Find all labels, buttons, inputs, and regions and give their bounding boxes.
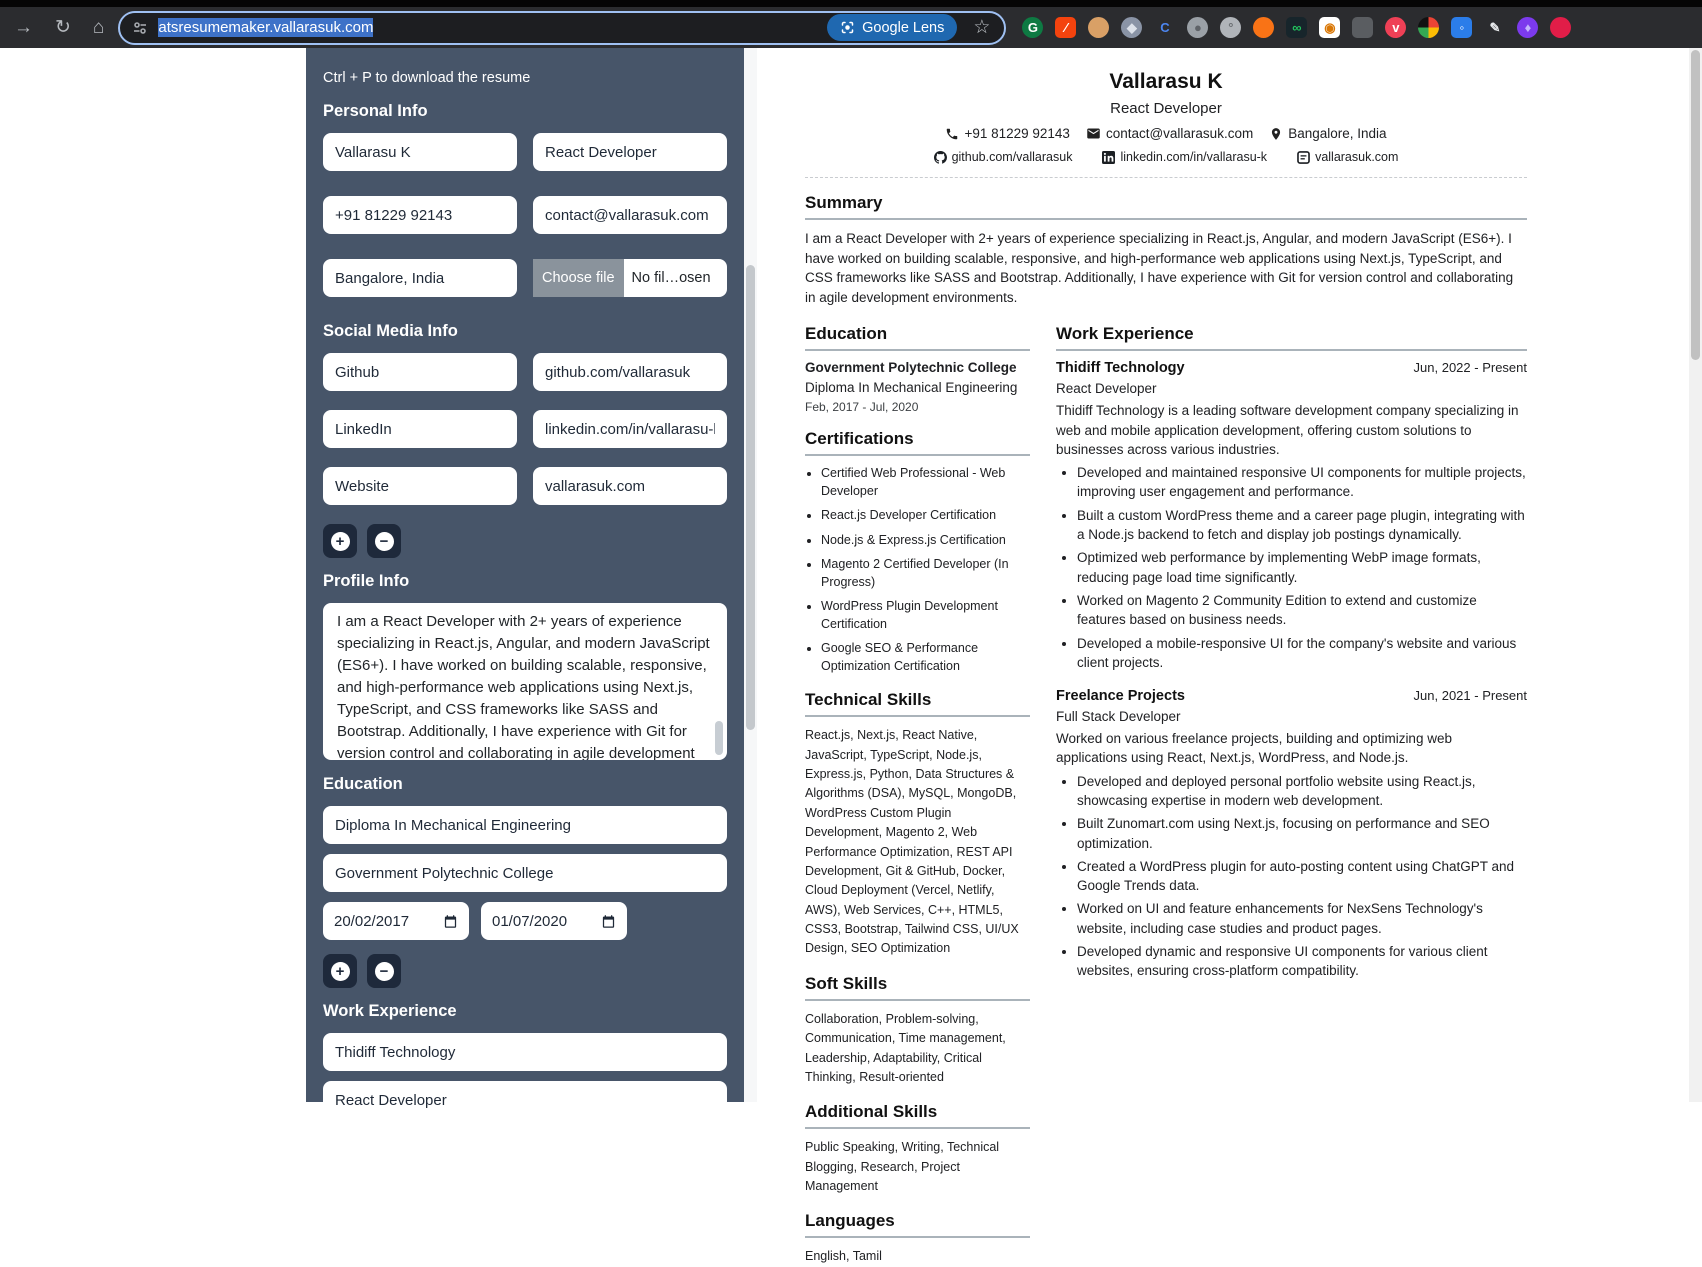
calendar-icon[interactable] bbox=[443, 914, 458, 929]
resume-right-column bbox=[1056, 309, 1527, 1267]
education-heading: Education bbox=[323, 775, 403, 793]
phone-input[interactable] bbox=[323, 196, 517, 234]
work-description: Worked on various freelance projects, building and optimizing web applications using React, Next.js, WordPress, and Node.js. bbox=[1056, 731, 1452, 766]
extension-icon[interactable] bbox=[1550, 17, 1571, 38]
work-bullet: • Created a WordPress plugin for auto-posting content using ChatGPT and Google Trends data. bbox=[1077, 857, 1527, 896]
work-dates: Jun, 2022 - Present bbox=[1413, 360, 1527, 376]
work-description: Thidiff Technology is a leading software development company specializing in web and mobile application development, offering custom solutions to businesses across various industries. bbox=[1056, 403, 1519, 457]
work-role: Full Stack Developer bbox=[1056, 709, 1181, 725]
extension-icon[interactable]: ∕ bbox=[1055, 17, 1076, 38]
choose-file-button[interactable]: Choose file bbox=[533, 259, 624, 297]
remove-social-button[interactable] bbox=[367, 524, 401, 558]
window-scrollbar[interactable] bbox=[1689, 48, 1702, 1102]
certification-item: • Google SEO & Performance Optimization Certification bbox=[821, 640, 1030, 675]
form-scrollbar-thumb[interactable] bbox=[746, 265, 755, 730]
additional-skills-heading: Additional Skills bbox=[805, 1102, 1030, 1129]
work-bullet: • Developed a mobile-responsive UI for the company's website and various client projects. bbox=[1077, 634, 1527, 673]
extension-icon[interactable]: ∞ bbox=[1286, 17, 1307, 38]
resume-left-column bbox=[805, 309, 1030, 1267]
education-start-date-input[interactable] bbox=[323, 902, 469, 940]
plus-icon: + bbox=[331, 532, 350, 551]
bookmark-star-icon[interactable]: ☆ bbox=[973, 17, 991, 38]
extension-icon[interactable]: ● bbox=[1187, 17, 1208, 38]
url-bar[interactable] bbox=[118, 11, 1006, 45]
textarea-scrollbar-thumb[interactable] bbox=[715, 721, 723, 755]
social-url-input[interactable] bbox=[533, 467, 727, 505]
social-row bbox=[323, 410, 727, 448]
personal-info-heading: Personal Info bbox=[323, 102, 428, 120]
work-bullet: • Optimized web performance by implementing WebP image formats, reducing page load time significantly. bbox=[1077, 548, 1527, 587]
languages-text: English, Tamil bbox=[805, 1249, 882, 1264]
certification-item: • Node.js & Express.js Certification bbox=[821, 532, 1030, 550]
phone-item bbox=[945, 126, 1069, 141]
work-entry bbox=[1056, 688, 1527, 981]
location-pin-icon bbox=[1269, 127, 1283, 141]
education-school: Government Polytechnic College bbox=[805, 360, 1017, 376]
add-social-button[interactable] bbox=[323, 524, 357, 558]
github-link[interactable] bbox=[934, 150, 1073, 164]
certification-item: • React.js Developer Certification bbox=[821, 507, 1030, 525]
work-company: Freelance Projects bbox=[1056, 688, 1185, 705]
browser-toolbar bbox=[0, 0, 1702, 48]
window-scrollbar-thumb[interactable] bbox=[1691, 50, 1700, 360]
linkedin-url: linkedin.com/in/vallarasu-k bbox=[1120, 150, 1268, 164]
resume-form-panel bbox=[306, 48, 744, 1102]
languages-heading: Languages bbox=[805, 1211, 1030, 1238]
google-lens-button[interactable] bbox=[827, 14, 957, 41]
header-divider bbox=[805, 177, 1527, 178]
resume-email: contact@vallarasuk.com bbox=[1105, 126, 1254, 141]
work-company: Thidiff Technology bbox=[1056, 360, 1185, 377]
social-media-heading: Social Media Info bbox=[323, 322, 458, 340]
work-bullet: • Built Zunomart.com using Next.js, focusing on performance and SEO optimization. bbox=[1077, 814, 1527, 853]
extension-icon[interactable]: ° bbox=[1220, 17, 1241, 38]
certification-item: • Magento 2 Certified Developer (In Progress) bbox=[821, 556, 1030, 591]
github-url: github.com/vallarasuk bbox=[951, 150, 1073, 164]
social-platform-input[interactable] bbox=[323, 410, 517, 448]
website-icon bbox=[1297, 151, 1310, 164]
soft-skills-heading: Soft Skills bbox=[805, 974, 1030, 1001]
download-hint: Ctrl + P to download the resume bbox=[323, 70, 531, 86]
summary-text: I am a React Developer with 2+ years of experience specializing in React.js, Angular, and modern JavaScript (ES6+). I have worked on building scalable, responsive, and high-performance web applications using Next.js, TypeScript, and CSS frameworks like SASS and Bootstrap. Additionally, I have experience with Git for version control and collaborating in agile development environments. bbox=[805, 231, 1514, 305]
resume-location: Bangalore, India bbox=[1288, 126, 1387, 141]
website-link[interactable] bbox=[1297, 150, 1398, 164]
extension-icon[interactable]: ✎ bbox=[1489, 20, 1501, 35]
email-input[interactable] bbox=[533, 196, 727, 234]
work-bullet: • Developed and maintained responsive UI components for multiple projects, improving user engagement and performance. bbox=[1077, 463, 1527, 502]
social-rows bbox=[323, 353, 727, 505]
education-end-date-input[interactable] bbox=[481, 902, 627, 940]
reload-icon[interactable]: ↻ bbox=[55, 17, 71, 38]
certifications-list bbox=[821, 465, 1030, 675]
resume-phone: +91 81229 92143 bbox=[964, 126, 1070, 141]
education-heading: Education bbox=[805, 324, 1030, 351]
page-content bbox=[0, 48, 1702, 1264]
education-degree: Diploma In Mechanical Engineering bbox=[805, 380, 1018, 396]
social-row bbox=[323, 467, 727, 505]
extension-icon[interactable] bbox=[1253, 17, 1274, 38]
google-lens-label: Google Lens bbox=[862, 19, 945, 36]
github-icon bbox=[934, 151, 947, 164]
minus-icon: − bbox=[375, 962, 394, 981]
file-status-text: No fil…osen bbox=[631, 270, 711, 286]
resume-role: React Developer bbox=[1110, 100, 1222, 117]
role-input[interactable] bbox=[533, 133, 727, 171]
extension-icon[interactable]: ◦ bbox=[1451, 17, 1472, 38]
summary-heading: Summary bbox=[805, 193, 1527, 220]
technical-skills-heading: Technical Skills bbox=[805, 690, 1030, 717]
certification-item: • WordPress Plugin Development Certification bbox=[821, 598, 1030, 633]
work-role: React Developer bbox=[1056, 381, 1157, 397]
extension-icon[interactable]: ♦ bbox=[1517, 17, 1538, 38]
work-bullet: • Developed and deployed personal portfolio website using React.js, showcasing expertise in modern web development. bbox=[1077, 772, 1527, 811]
minus-icon: − bbox=[375, 532, 394, 551]
name-input[interactable] bbox=[323, 133, 517, 171]
education-dates: Feb, 2017 - Jul, 2020 bbox=[805, 400, 919, 415]
url-input[interactable] bbox=[158, 19, 827, 36]
social-row bbox=[323, 353, 727, 391]
work-bullet: • Worked on UI and feature enhancements for NexSens Technology's website, including case studies and product pages. bbox=[1077, 899, 1527, 938]
email-item bbox=[1086, 126, 1253, 141]
end-date-value: 01/07/2020 bbox=[492, 912, 568, 930]
resume-name: Vallarasu K bbox=[1109, 70, 1223, 93]
profile-info-heading: Profile Info bbox=[323, 572, 410, 590]
phone-icon bbox=[945, 127, 959, 141]
profile-textarea[interactable] bbox=[323, 603, 727, 760]
linkedin-icon bbox=[1102, 151, 1115, 164]
home-icon[interactable]: ⌂ bbox=[92, 17, 105, 38]
additional-skills-text: Public Speaking, Writing, Technical Blogging, Research, Project Management bbox=[805, 1140, 1000, 1193]
add-education-button[interactable] bbox=[323, 954, 357, 988]
location-input[interactable] bbox=[323, 259, 517, 297]
photo-file-input[interactable] bbox=[533, 259, 727, 297]
work-experience-heading: Work Experience bbox=[1056, 324, 1527, 351]
extension-icon[interactable]: v bbox=[1385, 17, 1406, 38]
work-experience-heading: Work Experience bbox=[323, 1002, 457, 1020]
extension-icon[interactable] bbox=[1418, 17, 1439, 38]
calendar-icon[interactable] bbox=[601, 914, 616, 929]
mail-icon bbox=[1086, 126, 1101, 141]
form-scrollbar[interactable] bbox=[744, 48, 757, 1102]
remove-education-button[interactable] bbox=[367, 954, 401, 988]
work-bullet: • Worked on Magento 2 Community Edition to extend and customize features based on business needs. bbox=[1077, 591, 1527, 630]
lens-icon bbox=[840, 20, 855, 35]
location-item bbox=[1269, 126, 1386, 141]
extension-icon[interactable]: G bbox=[1022, 17, 1043, 38]
start-date-value: 20/02/2017 bbox=[334, 912, 410, 930]
social-url-input[interactable] bbox=[533, 353, 727, 391]
forward-icon[interactable]: → bbox=[14, 17, 33, 38]
technical-skills-text: React.js, Next.js, React Native, JavaScript, TypeScript, Node.js, Express.js, Python, Data Structures & Algorithms (DSA), MySQL, MongoDB, WordPress Custom Plugin Development, Magento 2, Web Performance Optimization, REST API Development, Git & GitHub, Docker, Cloud Deployment (Vercel, Netlify, AWS), Web Services, C++, HTML5, CSS3, Bootstrap, Tailwind CSS, UI/UX Design, SEO Optimization bbox=[805, 728, 1019, 956]
company-input[interactable] bbox=[323, 1033, 727, 1071]
certifications-heading: Certifications bbox=[805, 429, 1030, 456]
extension-icon[interactable]: ◉ bbox=[1319, 17, 1340, 38]
work-bullet: • Developed dynamic and responsive UI components for various client websites, ensuring cross-platform compatibility. bbox=[1077, 942, 1527, 981]
soft-skills-text: Collaboration, Problem-solving, Communication, Time management, Leadership, Adaptability, Critical Thinking, Result-oriented bbox=[805, 1011, 1006, 1084]
certification-item: • Certified Web Professional - Web Developer bbox=[821, 465, 1030, 500]
work-entry bbox=[1056, 360, 1527, 672]
work-bullet: • Built a custom WordPress theme and a career page plugin, integrating with a Node.js backend to fetch and display job postings dynamically. bbox=[1077, 506, 1527, 545]
resume-preview bbox=[805, 70, 1527, 1267]
website-url: vallarasuk.com bbox=[1315, 150, 1399, 164]
url-selected-text: atsresumemaker.vallarasuk.com bbox=[158, 19, 374, 36]
school-input[interactable] bbox=[323, 854, 727, 892]
degree-input[interactable] bbox=[323, 806, 727, 844]
job-role-input[interactable] bbox=[323, 1081, 727, 1119]
extension-icon[interactable]: C bbox=[1160, 20, 1170, 35]
nav-buttons bbox=[0, 18, 118, 37]
social-url-input[interactable] bbox=[533, 410, 727, 448]
social-platform-input[interactable] bbox=[323, 467, 517, 505]
site-settings-icon[interactable] bbox=[132, 20, 148, 36]
extension-icon[interactable]: ◆ bbox=[1121, 17, 1142, 38]
work-bullets bbox=[1077, 463, 1527, 672]
work-dates: Jun, 2021 - Present bbox=[1413, 688, 1527, 704]
plus-icon: + bbox=[331, 962, 350, 981]
social-platform-input[interactable] bbox=[323, 353, 517, 391]
work-bullets bbox=[1077, 772, 1527, 981]
extension-icon[interactable] bbox=[1088, 17, 1109, 38]
extensions-row bbox=[1006, 17, 1571, 38]
extension-icon[interactable] bbox=[1352, 17, 1373, 38]
linkedin-link[interactable] bbox=[1102, 150, 1267, 164]
